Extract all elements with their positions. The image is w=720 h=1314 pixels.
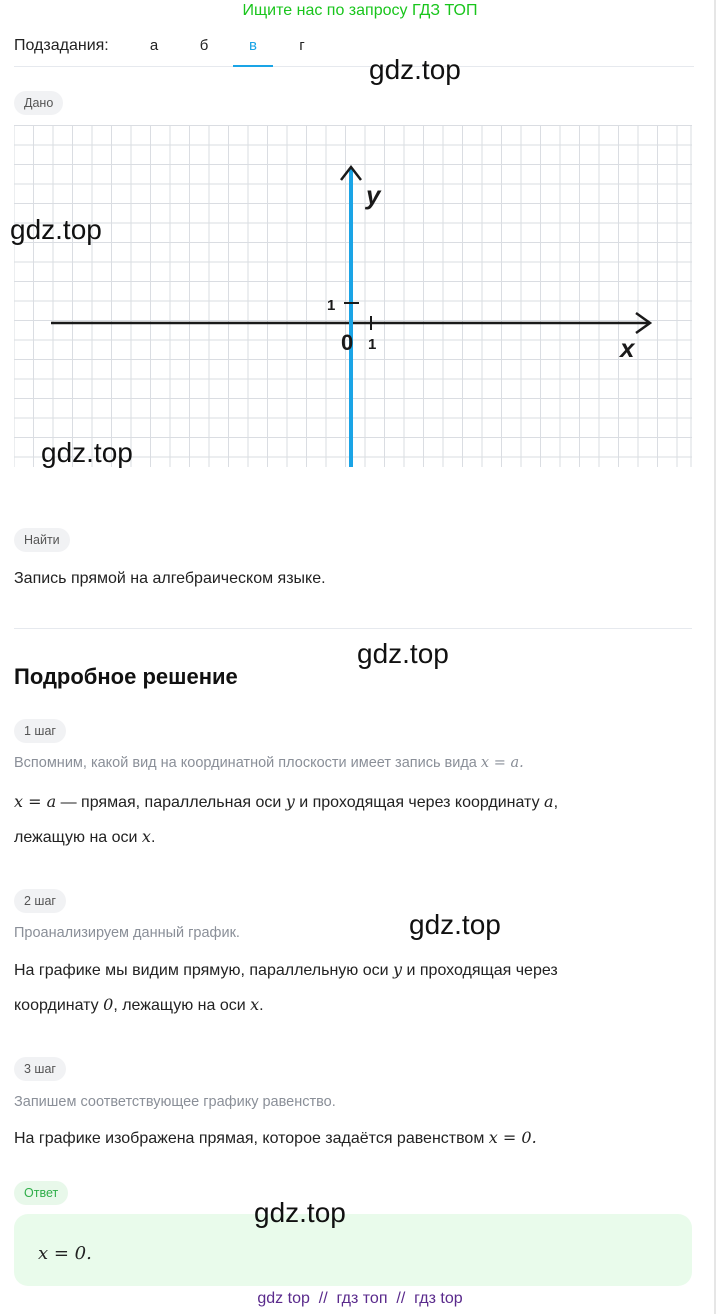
x-tick-label: 1 [368,336,377,353]
step-2-line-1: На графике мы видим прямую, параллельную оси y и проходящая через [14,960,558,979]
x-axis-label: x [620,333,635,363]
answer-box [14,1214,692,1286]
watermark: gdz.top [10,214,102,245]
watermark: gdz.top [41,437,133,468]
step-3-line-1: На графике изображена прямая, которое задаётся равенством x = 0. [14,1128,537,1147]
footer-links[interactable]: gdz top // гдз топ // гдз top [257,1290,463,1307]
answer-chip: Ответ [14,1181,68,1205]
watermark: gdz.top [409,909,501,940]
solution-title: Подробное решение [14,664,238,689]
given-chip: Дано [14,91,63,115]
section-divider [14,628,692,629]
tab-a[interactable]: а [149,37,159,54]
subtasks-label: Подзадания: [14,37,109,54]
answer-math: x = 0. [38,1243,92,1264]
step-2-line-2: координату 0, лежащую на оси x. [14,995,264,1014]
find-text: Запись прямой на алгебраическом языке. [14,570,326,587]
tab-v[interactable]: в [233,37,273,67]
tab-g[interactable]: г [299,37,305,54]
find-chip: Найти [14,528,70,552]
watermark: gdz.top [254,1197,346,1228]
search-banner: Ищите нас по запросу ГДЗ ТОП [242,2,478,19]
step-3-chip: 3 шаг [14,1057,66,1081]
right-border [714,0,716,1314]
step-3-hint: Запишем соответствующее графику равенство. [14,1094,336,1110]
step-1-chip: 1 шаг [14,719,66,743]
watermark: gdz.top [357,638,449,669]
step-2-chip: 2 шаг [14,889,66,913]
y-axis-label: y [366,180,381,210]
coordinate-graph [14,125,692,467]
step-1-line-1: x = a — прямая, параллельная оси y и проходящая через координату a, [14,792,559,811]
step-1-line-2: лежащую на оси x. [14,827,156,846]
step-1-hint: Вспомним, какой вид на координатной плоскости имеет запись вида x = a. [14,755,524,771]
tab-b[interactable]: б [199,37,209,54]
step-2-hint: Проанализируем данный график. [14,925,240,941]
origin-label: 0 [341,330,354,355]
y-tick-label: 1 [327,297,336,314]
subtasks-bar [14,28,694,67]
watermark: gdz.top [369,54,461,85]
